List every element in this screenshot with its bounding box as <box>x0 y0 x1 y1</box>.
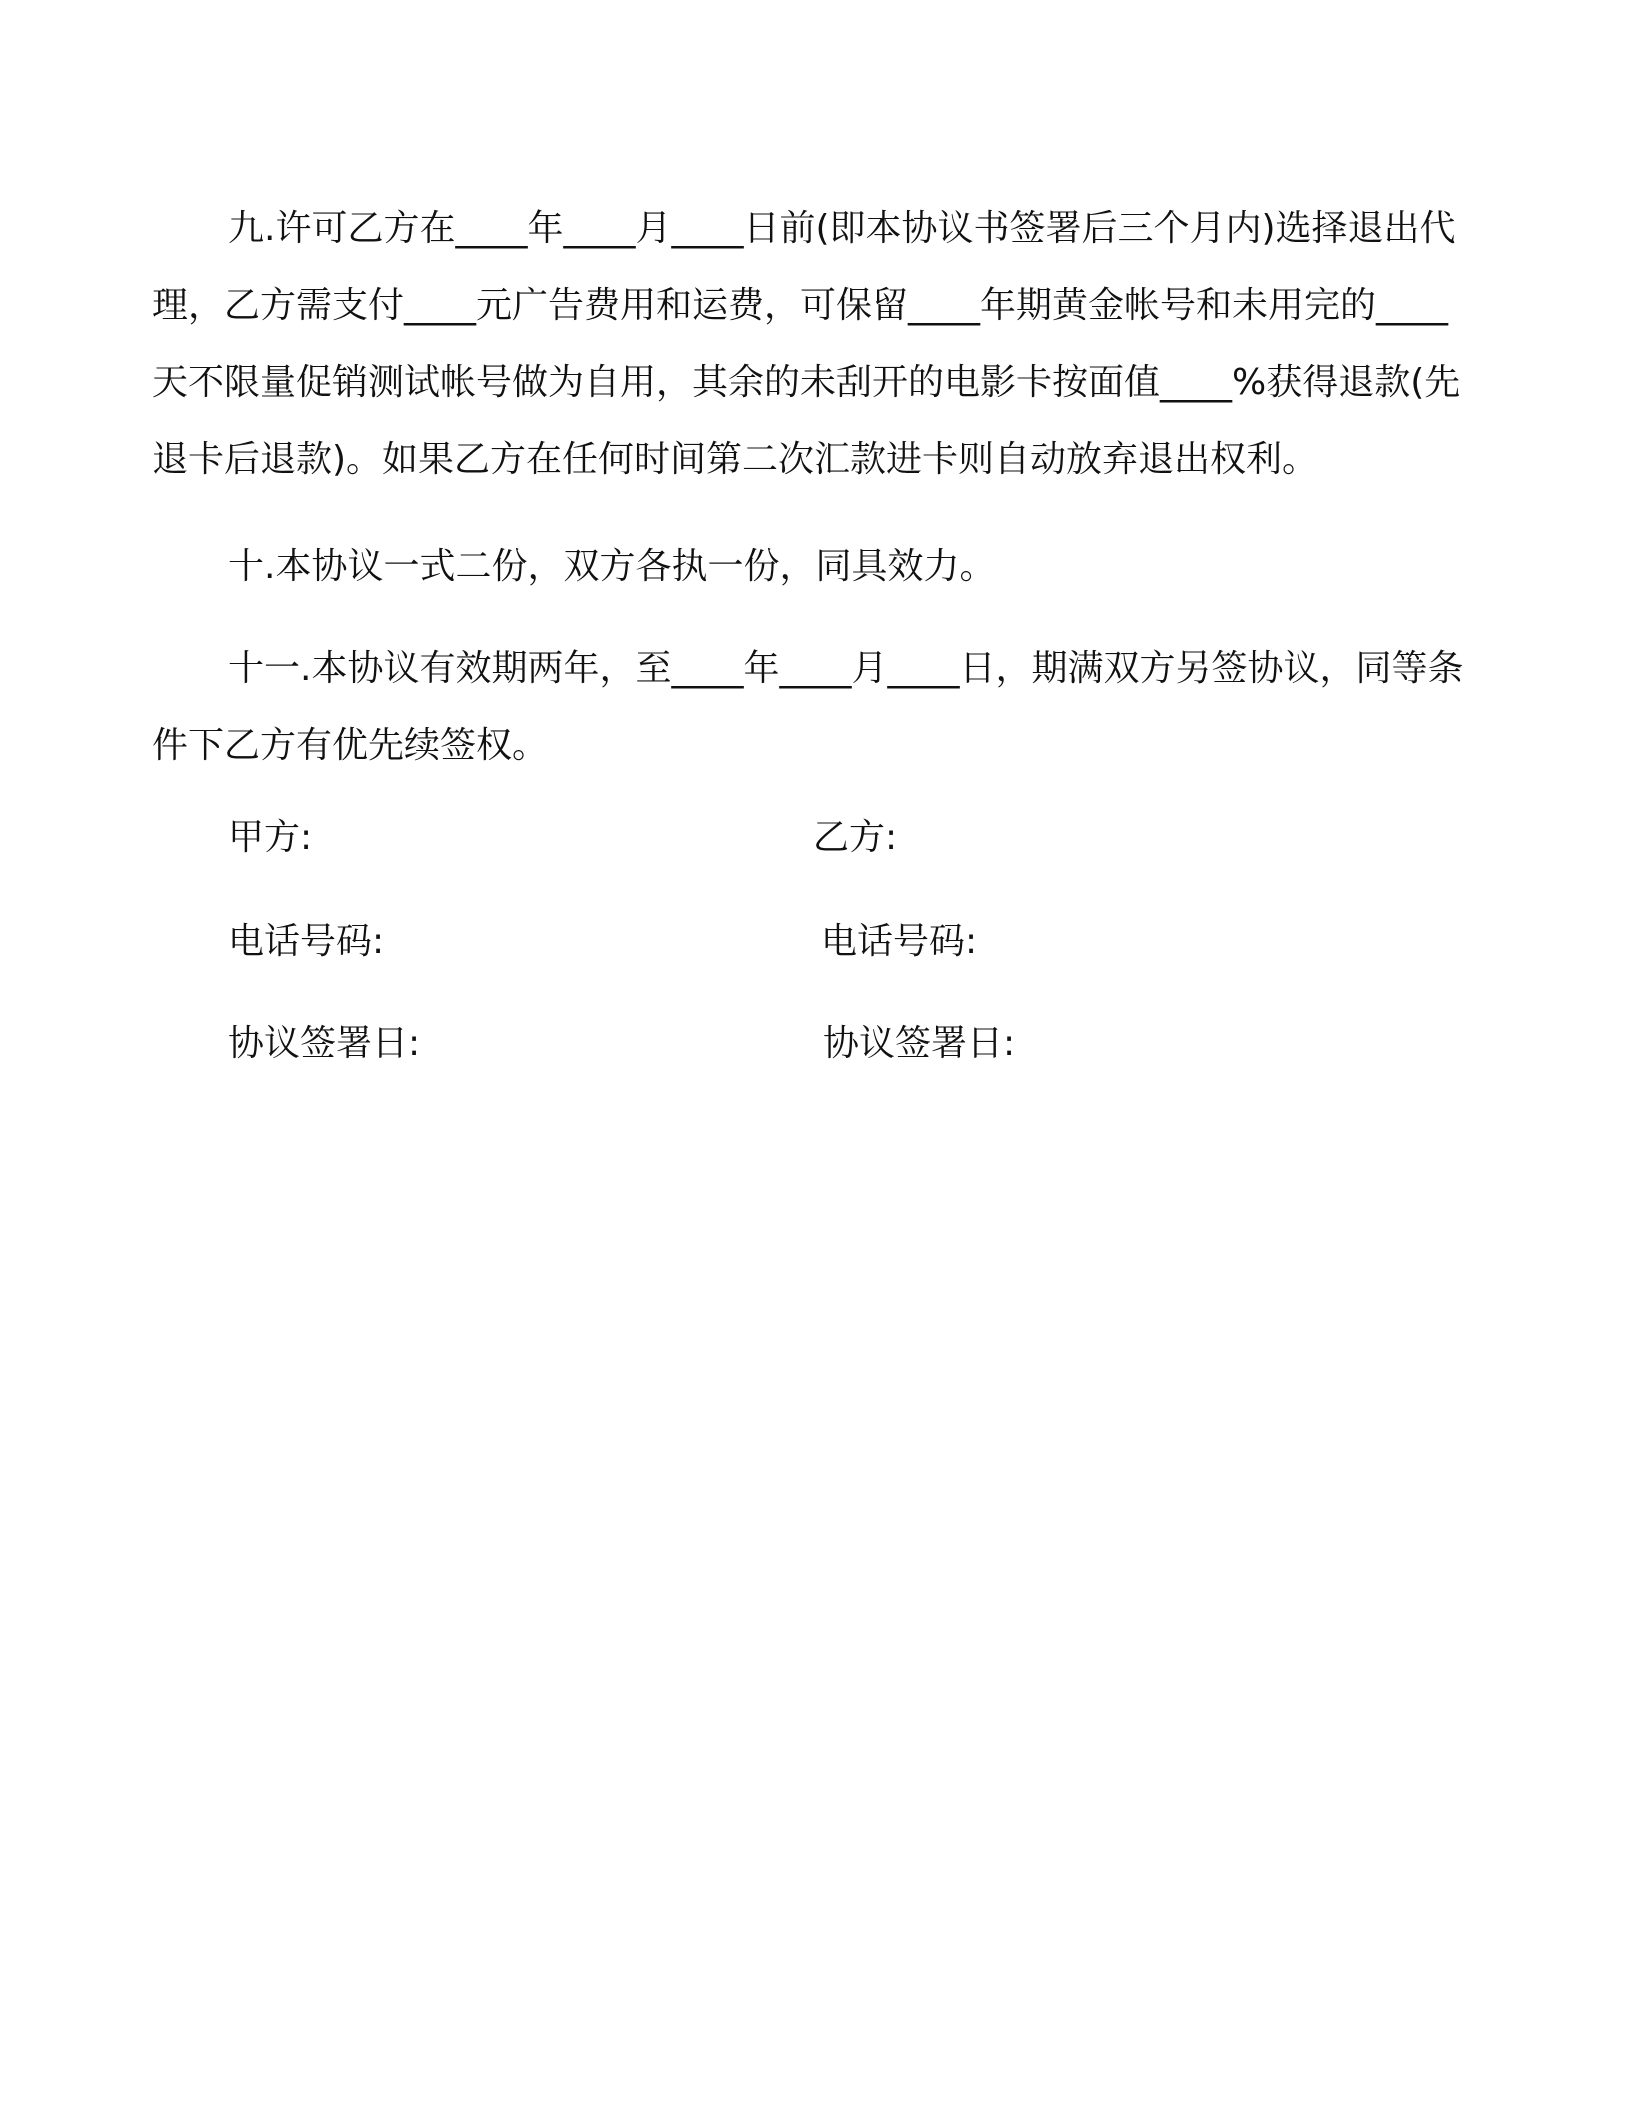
party-b-phone-label: 电话号码: <box>821 921 978 962</box>
document-page <box>152 190 1472 1074</box>
party-a-label: 甲方: <box>228 817 313 858</box>
clause-11-paragraph: 十一.本协议有效期两年，至____年____月____日，期满双方另签协议，同等条件下乙方有优先续签权。 <box>152 648 1464 766</box>
clause-9-paragraph: 九.许可乙方在____年____月____日前(即本协议书签署后三个月内)选择退出代理，乙方需支付____元广告费用和运费，可保留____年期黄金帐号和未用完的____天不限量促销测试帐号做为自用，其余的未刮开的电影卡按面值____%获得退款(先退卡后退款)。如果乙方在任何时间第二次汇款进卡则自动放弃退出权利。 <box>152 208 1461 480</box>
signature-block <box>152 814 1472 1074</box>
clause-10-paragraph: 十.本协议一式二份，双方各执一份，同具效力。 <box>228 546 996 587</box>
party-b-date-label: 协议签署日: <box>823 1023 1016 1064</box>
party-b-label: 乙方: <box>813 817 898 858</box>
party-a-date-label: 协议签署日: <box>228 1023 421 1064</box>
party-a-phone-label: 电话号码: <box>228 921 385 962</box>
